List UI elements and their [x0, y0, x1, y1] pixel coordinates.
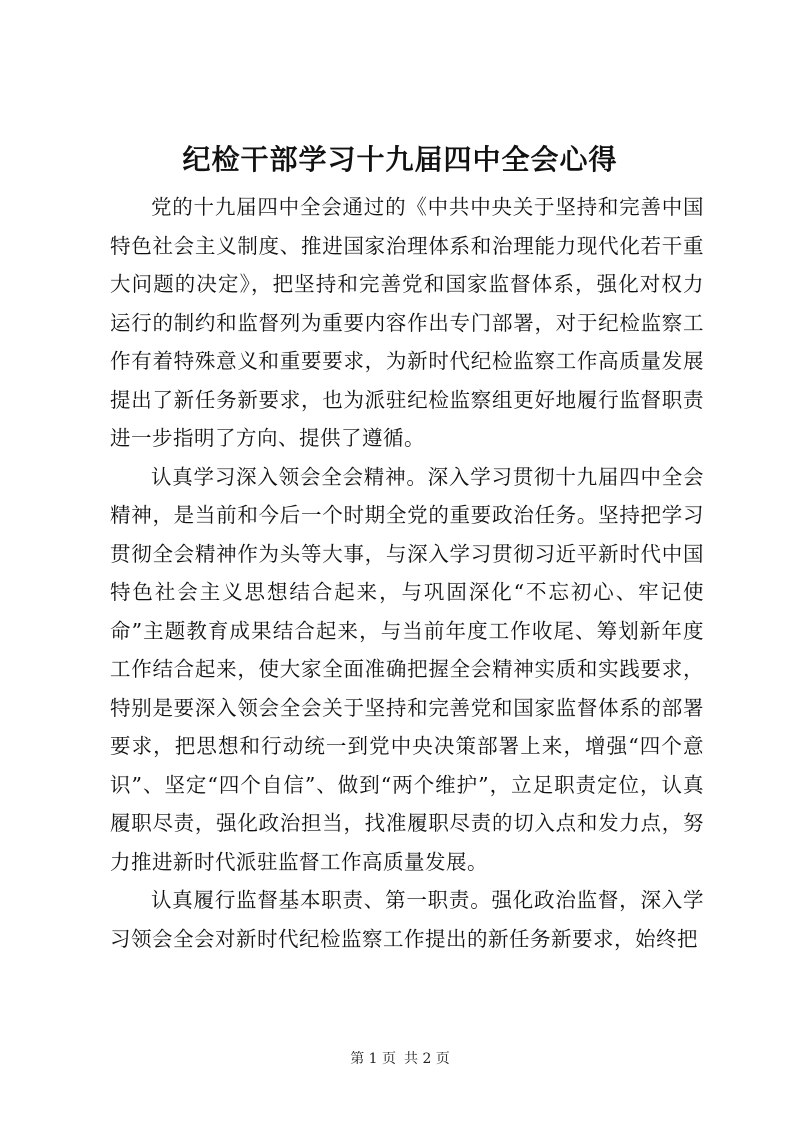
document-title: 纪检干部学习十九届四中全会心得: [182, 143, 618, 176]
document-body: [110, 188, 704, 958]
page-total: 共 2 页: [404, 1051, 450, 1067]
paragraph-study-spirit: 认真学习深入领会全会精神。深入学习贯彻十九届四中全会精神，是当前和今后一个时期全党的重要政治任务。坚持把学习贯彻全会精神作为头等大事，与深入学习贯彻习近平新时代中国特色社会主义思想结合起来，与巩固深化“不忘初心、牢记使命”主题教育成果结合起来，与当前年度工作收尾、筹划新年度工作结合起来，使大家全面准确把握全会精神实质和实践要求，特别是要深入领会全会关于坚持和完善党和国家监督体系的部署要求，把思想和行动统一到党中央决策部署上来，增强“四个意识”、坚定“四个自信”、做到“两个维护”，立足职责定位，认真履职尽责，强化政治担当，找准履职尽责的切入点和发力点，努力推进新时代派驻监督工作高质量发展。: [110, 464, 704, 874]
page-footer: [0, 1049, 800, 1069]
paragraph-supervision-duty: 认真履行监督基本职责、第一职责。强化政治监督，深入学习领会全会对新时代纪检监察工作提出的新任务新要求，始终把: [110, 888, 704, 951]
page-number: 第 1 页: [350, 1051, 396, 1067]
paragraph-intro: 党的十九届四中全会通过的《中共中央关于坚持和完善中国特色社会主义制度、推进国家治理体系和治理能力现代化若干重大问题的决定》，把坚持和完善党和国家监督体系，强化对权力运行的制约和监督列为重要内容作出专门部署，对于纪检监察工作有着特殊意义和重要要求，为新时代纪检监察工作高质量发展提出了新任务新要求，也为派驻纪检监察组更好地履行监督职责进一步指明了方向、提供了遵循。: [110, 195, 704, 450]
